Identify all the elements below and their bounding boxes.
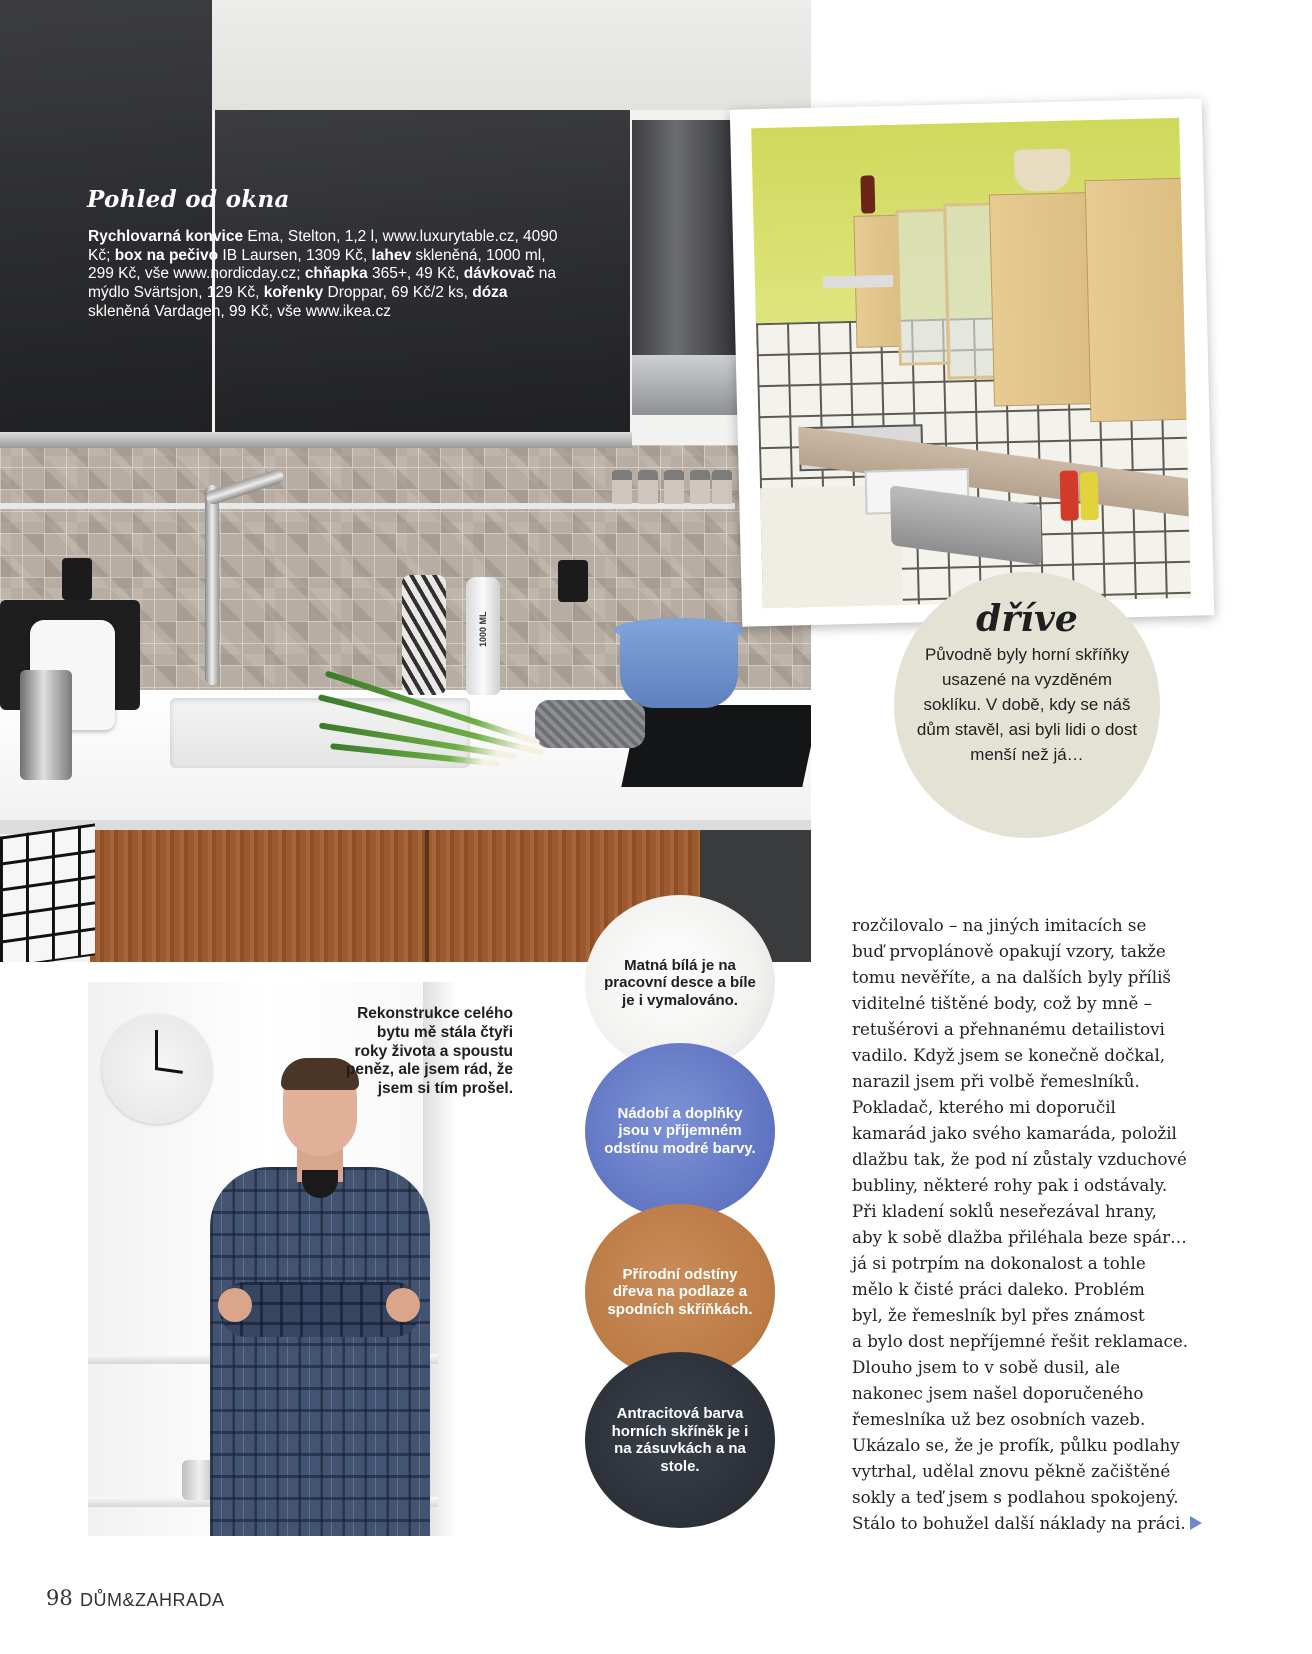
caption-product-detail: 365+, 49 Kč, [367,265,464,283]
color-circle-brown-text: Přírodní odstíny dřeva na podlaze a spodních skříňkách. [607,1265,753,1318]
old-cabinet [989,192,1092,406]
caption-product-detail: IB Laursen, 1309 Kč, [218,246,372,264]
continue-arrow-icon [1190,1516,1202,1530]
ceramic-bowl [1014,149,1071,192]
kitchen-caption-title: Pohled od okna [87,186,290,213]
spice-jar [712,470,732,504]
caption-product-detail: na mýdlo Svärtsjon, 129 Kč, [88,265,557,302]
caption-product-name: dóza [472,284,508,302]
checked-towel [0,823,95,962]
before-title: dříve [976,598,1078,640]
oven-mitt [535,700,645,748]
hand [218,1288,252,1322]
bottle [860,175,875,213]
article-line: mělo k čisté práci daleko. Problém [852,1279,1145,1299]
drawer-gap [425,830,429,962]
old-hood [823,275,893,289]
caption-product-name: kořenky [263,284,324,302]
color-circle-blue [585,1043,775,1219]
article-line: retušérovi a přehnanému detailistovi [852,1019,1165,1039]
page-number: 98 [46,1586,73,1610]
spice-jar [690,470,710,504]
article-line: buď prvoplánově opakují vzory, takže [852,941,1166,961]
caption-product-name: chňapka [304,265,368,283]
article-line: dlažbu tak, že pod ní zůstaly vzduchové [852,1149,1187,1169]
article-line: Pokladač, kterého mi doporučil [852,1097,1116,1117]
moka-pot [20,670,72,780]
detergent-bottle [1060,470,1079,520]
caption-product-name: dávkovač [463,265,535,283]
before-photo-frame [730,98,1214,626]
kitchen-caption-text [88,228,558,322]
article-line: vadilo. Když jsem se konečně dočkal, [852,1045,1166,1065]
before-text: Původně byly horní skříňky usazené na vyzděném soklíku. V době, kdy se náš dům stavěl, asi byli lidi o dost menší než já… [916,645,1138,764]
article-line: kamarád jako svého kamaráda, položil [852,1123,1177,1143]
before-bubble [894,572,1160,838]
article-line: já si potrpím na dokonalost a tohle [852,1253,1146,1273]
glass-jar [402,575,446,695]
article-line: a bylo dost nepříjemné řešit reklamace. [852,1331,1189,1351]
old-cabinet [1085,178,1189,422]
upper-cabinet-left [0,0,212,440]
article-line: byl, že řemeslník byl přes známost [852,1305,1145,1325]
color-circle-blue-text: Nádobí a doplňky jsou v příjemném odstínu modré barvy. [604,1104,756,1157]
article-line: řemeslníka už bez osobních vazeb. [852,1409,1146,1429]
wall-socket [62,558,92,600]
spice-jar [638,470,658,504]
color-circle-white-text: Matná bílá je na pracovní desce a bíle je i vymalováno. [604,956,756,1009]
extractor-hood-chimney [632,120,742,360]
faucet [205,485,219,685]
caption-product-name: lahev [371,246,412,264]
caption-product-detail: Droppar, 69 Kč/2 ks, [323,284,473,302]
clock-hand [155,1030,158,1070]
blue-pot [620,628,738,708]
caption-product-name: Rychlovarná konvice [88,228,244,245]
article-line: sokly a teď jsem s podlahou spokojený. [852,1487,1179,1507]
article-line: Stálo to bohužel další náklady na práci. [852,1513,1186,1533]
spice-jar [612,470,632,504]
article-line: aby k sobě dlažba přiléhala beze spár… [852,1227,1187,1247]
article-line: rozčilovalo – na jiných imitacích se [852,915,1147,935]
article-line: viditelné tištěné body, což by mně – [852,993,1152,1013]
wall-socket [558,560,588,602]
caption-product-name: box na pečivo [114,246,219,264]
color-circle-anthracite-text: Antracitová barva horních skříněk je i na zásuvkách a na stole. [611,1405,749,1475]
article-line: nakonec jsem našel doporučeného [852,1383,1144,1403]
article-line: vytrhal, udělal znovu pěkně začištěné [852,1461,1171,1481]
color-circle-anthracite [585,1352,775,1528]
before-kitchen-photo [751,118,1191,608]
magazine-name: DŮM&ZAHRADA [80,1590,225,1610]
article-line: narazil jsem při volbě řemeslníků. [852,1071,1140,1091]
article-body [852,912,1188,1536]
induction-hob [621,705,811,787]
article-line: Dlouho jsem to v sobě dusil, ale [852,1357,1121,1377]
caption-product-detail: skleněná Vardagen, 99 Kč, vše www.ikea.cz [88,302,391,320]
bottle-label: 1000 ML [478,611,488,647]
glass-cabinet [895,209,951,366]
article-line: Ukázalo se, že je profík, půlku podlahy [852,1435,1180,1455]
caption-product-detail: Ema, Stelton, 1,2 l, www.luxurytable.cz, 4090 Kč; [88,228,558,264]
plaid-shirt [210,1167,430,1536]
article-line: tomu nevěříte, a na dalších byly příliš [852,967,1171,987]
portrait-quote: Rekonstrukce celého bytu mě stála čtyři roky života a spoustu peněz, ale jsem rád, že jsem si tím prošel. [345,1005,513,1098]
spice-jar [664,470,684,504]
hand [386,1288,420,1322]
glass-bottle [466,577,500,695]
article-line: bubliny, některé rohy pak i odstávaly. [852,1175,1168,1195]
cabinet-light-strip [0,432,632,448]
kitchen-photo [0,0,811,962]
article-line: Při kladení soklů neseřezával hrany, [852,1201,1157,1221]
detergent-bottle [1080,472,1099,520]
caption-product-detail: skleněná, 1000 ml, 299 Kč, vše www.nordicday.cz; [88,246,546,283]
